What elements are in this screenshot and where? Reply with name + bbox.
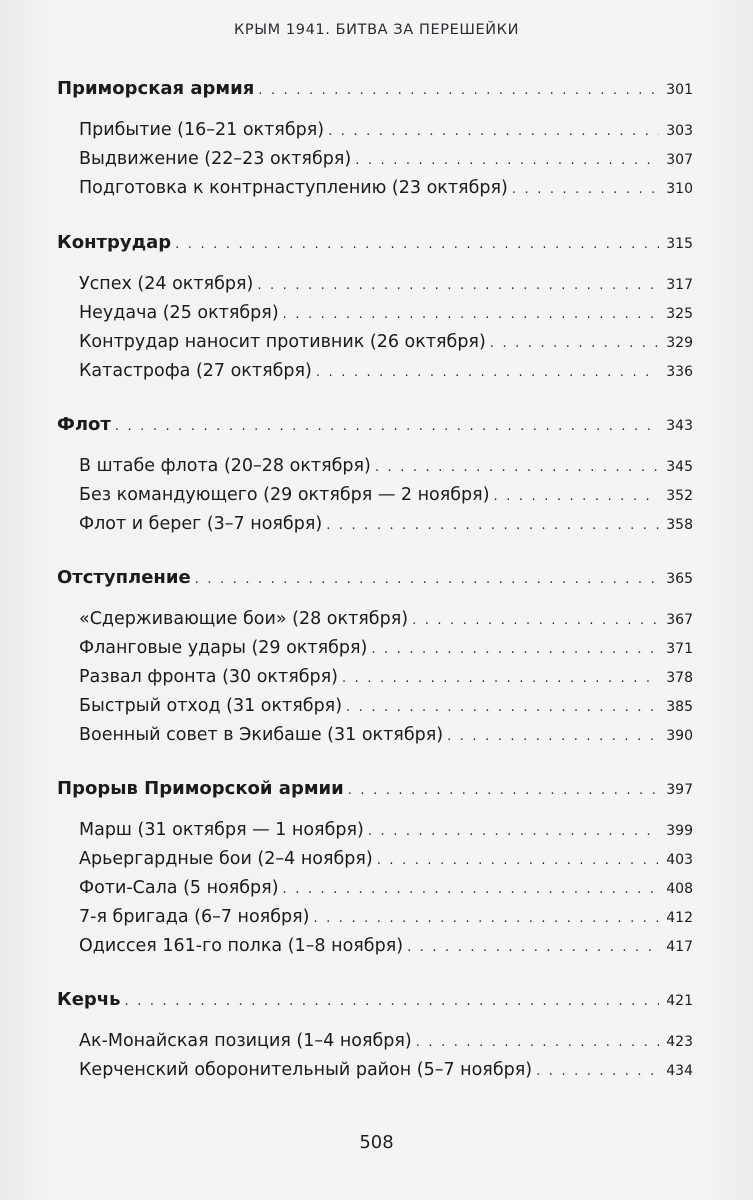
- toc-page-number: 403: [666, 852, 693, 868]
- toc-entry[interactable]: [79, 696, 693, 722]
- toc-page-number: 434: [666, 1063, 693, 1079]
- toc-section-title: Керчь: [57, 989, 121, 1010]
- toc-entry-title: Арьергардные бои (2–4 ноября): [79, 849, 373, 869]
- toc-page-number: 358: [666, 517, 693, 533]
- toc-section[interactable]: [57, 414, 693, 440]
- toc-page-number: 423: [666, 1034, 693, 1050]
- dot-leader: [536, 1064, 659, 1079]
- toc-section-title: Прорыв Приморской армии: [57, 778, 344, 799]
- dot-leader: [342, 671, 659, 686]
- toc-entry[interactable]: [79, 1060, 693, 1086]
- toc-entry-title: Марш (31 октября — 1 ноября): [79, 820, 364, 840]
- running-header: КРЫМ 1941. БИТВА ЗА ПЕРЕШЕЙКИ: [233, 22, 520, 38]
- toc-section-title: Контрудар: [57, 232, 172, 253]
- toc-section[interactable]: [57, 567, 693, 593]
- toc-page-number: 367: [666, 612, 693, 628]
- toc-entry[interactable]: [79, 149, 693, 175]
- toc-entry[interactable]: [79, 638, 693, 664]
- toc-entry-title: В штабе флота (20–28 октября): [79, 456, 371, 476]
- toc-section-title: Приморская армия: [57, 78, 255, 99]
- toc-section[interactable]: [57, 232, 693, 258]
- toc-page-number: 307: [666, 152, 693, 168]
- toc-page-number: 343: [666, 418, 693, 434]
- dot-leader: [328, 124, 659, 139]
- toc-page-number: 303: [666, 123, 693, 139]
- dot-leader: [258, 83, 659, 98]
- toc-section-title: Отступление: [57, 567, 191, 588]
- toc-entry[interactable]: [79, 936, 693, 962]
- toc-page-number: 417: [666, 939, 693, 955]
- toc-entry-title: Одиссея 161-го полка (1–8 ноября): [79, 936, 404, 956]
- toc-entry-title: Выдвижение (22–23 октября): [79, 149, 352, 169]
- toc-page-number: 345: [666, 459, 693, 475]
- toc-entry-title: 7-я бригада (6–7 ноября): [79, 907, 310, 927]
- dot-leader: [416, 1035, 659, 1050]
- toc-section[interactable]: [57, 78, 693, 104]
- toc-entry-title: Без командующего (29 октября — 2 ноября): [79, 485, 490, 505]
- dot-leader: [313, 911, 659, 926]
- dot-leader: [355, 153, 659, 168]
- dot-leader: [283, 307, 659, 322]
- dot-leader: [316, 365, 659, 380]
- toc-entry-title: Развал фронта (30 октября): [79, 667, 338, 687]
- toc-entry-title: Керченский оборонительный район (5–7 ноября): [79, 1060, 533, 1080]
- toc-entry[interactable]: [79, 456, 693, 482]
- toc-entry[interactable]: [79, 274, 693, 300]
- toc-entry-title: Успех (24 октября): [79, 274, 254, 294]
- dot-leader: [512, 182, 659, 197]
- toc-entry-title: Подготовка к контрнаступлению (23 октября): [79, 178, 508, 198]
- toc-entry[interactable]: [79, 725, 693, 751]
- toc-entry-title: Фланговые удары (29 октября): [79, 638, 368, 658]
- toc-entry-title: Флот и берег (3–7 ноября): [79, 514, 323, 534]
- dot-leader: [326, 518, 659, 533]
- toc-page-number: 378: [666, 670, 693, 686]
- toc-entry[interactable]: [79, 1031, 693, 1057]
- dot-leader: [195, 572, 659, 587]
- toc-entry[interactable]: [79, 303, 693, 329]
- toc-entry-title: Фоти-Сала (5 ноября): [79, 878, 279, 898]
- dot-leader: [412, 613, 659, 628]
- dot-leader: [346, 700, 659, 715]
- toc-entry-title: Быстрый отход (31 октября): [79, 696, 343, 716]
- toc-page-number: 365: [666, 571, 693, 587]
- dot-leader: [371, 642, 659, 657]
- page-number: 508: [359, 1132, 394, 1153]
- toc-page-number: 336: [666, 364, 693, 380]
- dot-leader: [407, 940, 659, 955]
- dot-leader: [348, 783, 659, 798]
- toc-entry-title: «Сдерживающие бои» (28 октября): [79, 609, 409, 629]
- toc-section[interactable]: [57, 778, 693, 804]
- toc-page-number: 408: [666, 881, 693, 897]
- toc-entry[interactable]: [79, 120, 693, 146]
- toc-entry[interactable]: [79, 907, 693, 933]
- toc-entry[interactable]: [79, 178, 693, 204]
- toc-page-number: 397: [666, 782, 693, 798]
- toc-page-number: 317: [666, 277, 693, 293]
- toc-entry-title: Неудача (25 октября): [79, 303, 279, 323]
- toc-page-number: 310: [666, 181, 693, 197]
- dot-leader: [375, 460, 659, 475]
- dot-leader: [368, 824, 659, 839]
- dot-leader: [175, 237, 659, 252]
- toc-page-number: 315: [666, 236, 693, 252]
- toc-entry[interactable]: [79, 667, 693, 693]
- toc-entry[interactable]: [79, 820, 693, 846]
- toc-page-number: 325: [666, 306, 693, 322]
- toc-entry-title: Контрудар наносит противник (26 октября): [79, 332, 486, 352]
- dot-leader: [490, 336, 659, 351]
- dot-leader: [377, 853, 659, 868]
- dot-leader: [283, 882, 659, 897]
- dot-leader: [494, 489, 659, 504]
- toc-entry[interactable]: [79, 849, 693, 875]
- toc-page-number: 412: [666, 910, 693, 926]
- toc-entry[interactable]: [79, 878, 693, 904]
- toc-entry-title: Ак-Монайская позиция (1–4 ноября): [79, 1031, 412, 1051]
- toc-entry[interactable]: [79, 609, 693, 635]
- toc-section[interactable]: [57, 989, 693, 1015]
- toc-entry-title: Катастрофа (27 октября): [79, 361, 312, 381]
- toc-page-number: 390: [666, 728, 693, 744]
- dot-leader: [115, 419, 659, 434]
- toc-section-title: Флот: [57, 414, 111, 435]
- dot-leader: [257, 278, 659, 293]
- toc-page-number: 371: [666, 641, 693, 657]
- toc-page-number: 385: [666, 699, 693, 715]
- toc-page-number: 352: [666, 488, 693, 504]
- dot-leader: [125, 994, 659, 1009]
- toc-entry[interactable]: [79, 485, 693, 511]
- toc-page-number: 421: [666, 993, 693, 1009]
- toc-entry[interactable]: [79, 332, 693, 358]
- toc-page-number: 399: [666, 823, 693, 839]
- toc-entry[interactable]: [79, 361, 693, 387]
- toc-entry[interactable]: [79, 514, 693, 540]
- toc-entry-title: Прибытие (16–21 октября): [79, 120, 325, 140]
- dot-leader: [447, 729, 659, 744]
- toc-entry-title: Военный совет в Экибаше (31 октября): [79, 725, 444, 745]
- toc-page-number: 301: [666, 82, 693, 98]
- toc-page-number: 329: [666, 335, 693, 351]
